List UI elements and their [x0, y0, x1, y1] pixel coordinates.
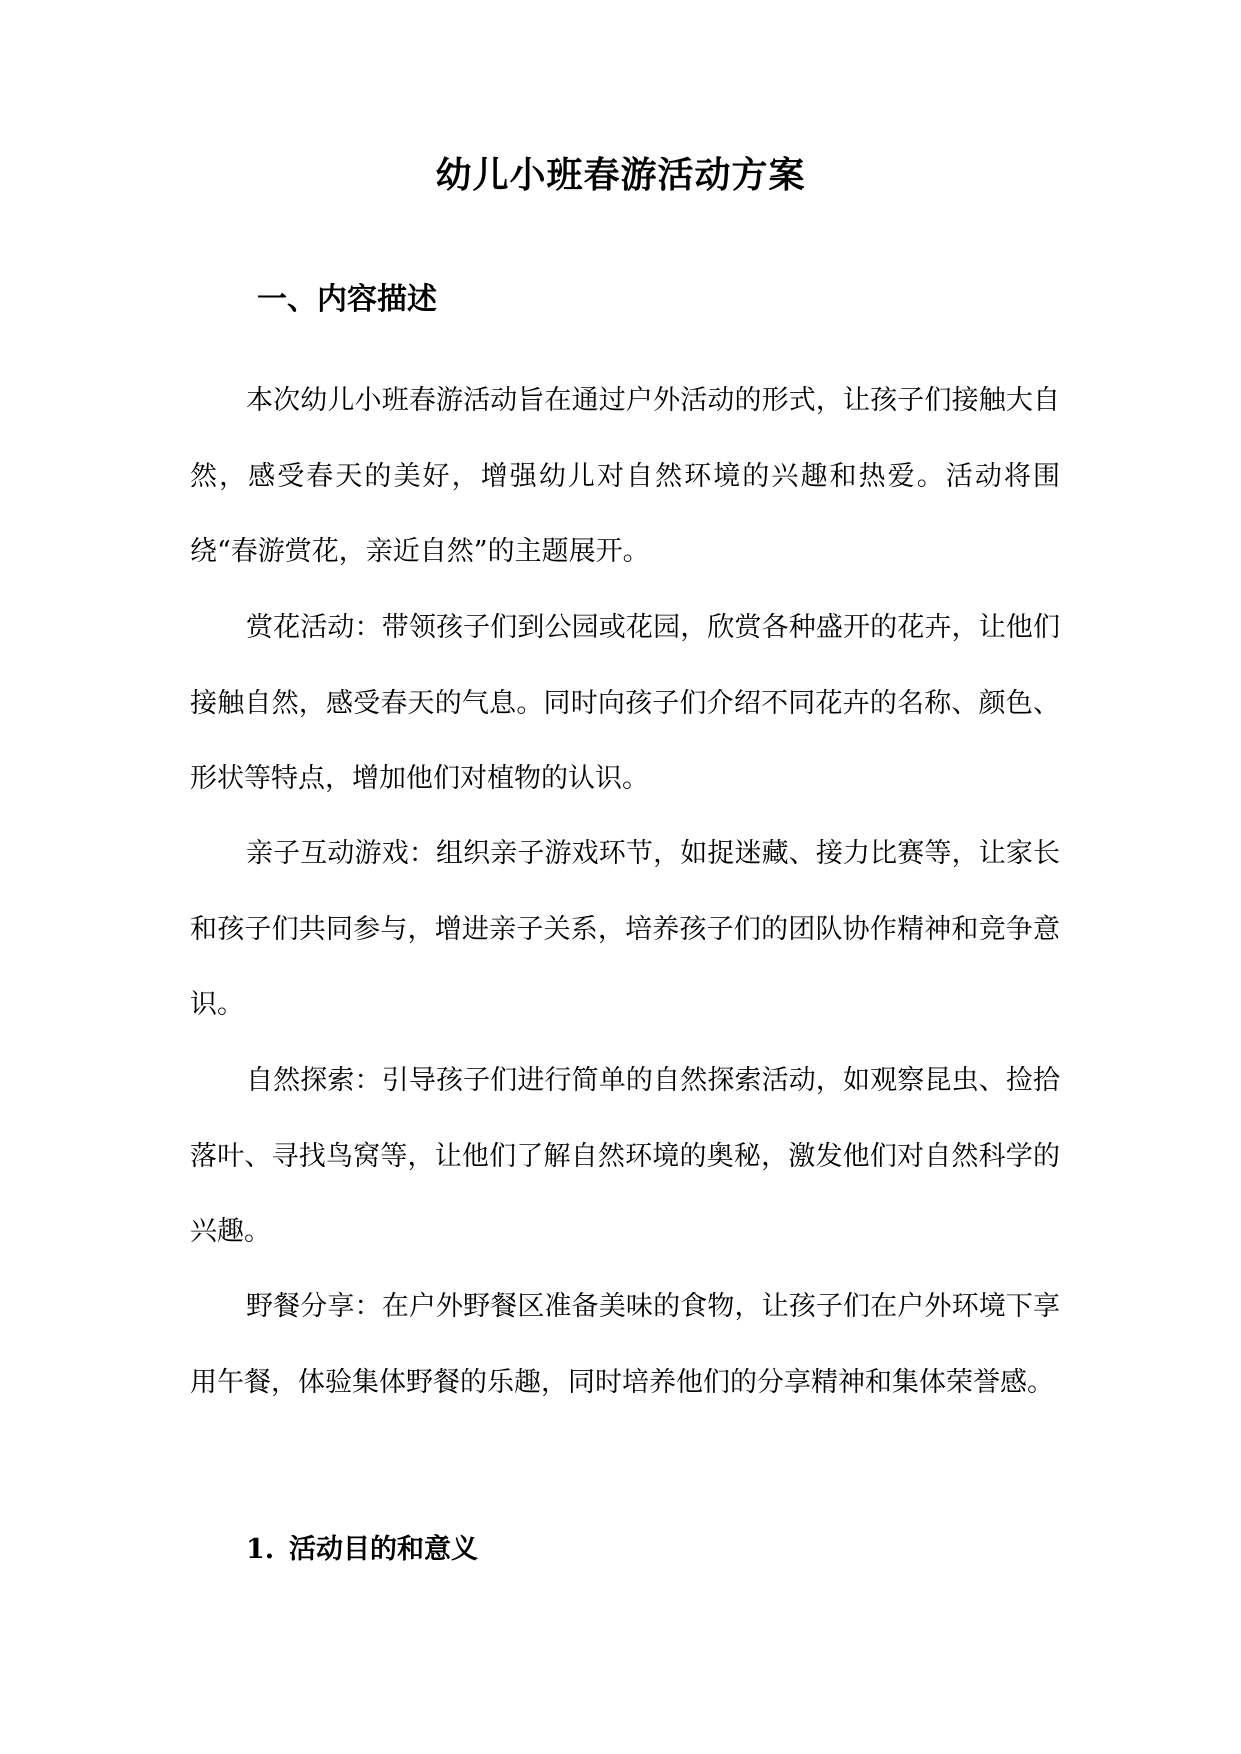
sub-heading-number: 1.	[246, 1534, 275, 1565]
sub-heading-activity-purpose	[246, 1530, 478, 1570]
sub-heading-text: 活动目的和意义	[289, 1534, 478, 1565]
paragraph-parent-child-games: 亲子互动游戏：组织亲子游戏环节，如捉迷藏、接力比赛等，让家长和孩子们共同参与，增进亲子关系，培养孩子们的团队协作精神和竞争意识。	[190, 838, 1060, 1020]
document-title: 幼儿小班春游活动方案	[435, 154, 806, 196]
section-heading-content-description: 一、内容描述	[257, 282, 437, 317]
paragraph-flower-viewing: 赏花活动：带领孩子们到公园或花园，欣赏各种盛开的花卉，让他们接触自然，感受春天的气息。同时向孩子们介绍不同花卉的名称、颜色、形状等特点，增加他们对植物的认识。	[190, 612, 1060, 794]
paragraph-intro: 本次幼儿小班春游活动旨在通过户外活动的形式，让孩子们接触大自然，感受春天的美好，增强幼儿对自然环境的兴趣和热爱。活动将围绕“春游赏花，亲近自然”的主题展开。	[190, 385, 1060, 567]
paragraph-nature-exploration: 自然探索：引导孩子们进行简单的自然探索活动，如观察昆虫、捡拾落叶、寻找鸟窝等，让他们了解自然环境的奥秘，激发他们对自然科学的兴趣。	[190, 1065, 1060, 1247]
paragraph-picnic-sharing: 野餐分享：在户外野餐区准备美味的食物，让孩子们在户外环境下享用午餐，体验集体野餐的乐趣，同时培养他们的分享精神和集体荣誉感。	[190, 1291, 1060, 1398]
